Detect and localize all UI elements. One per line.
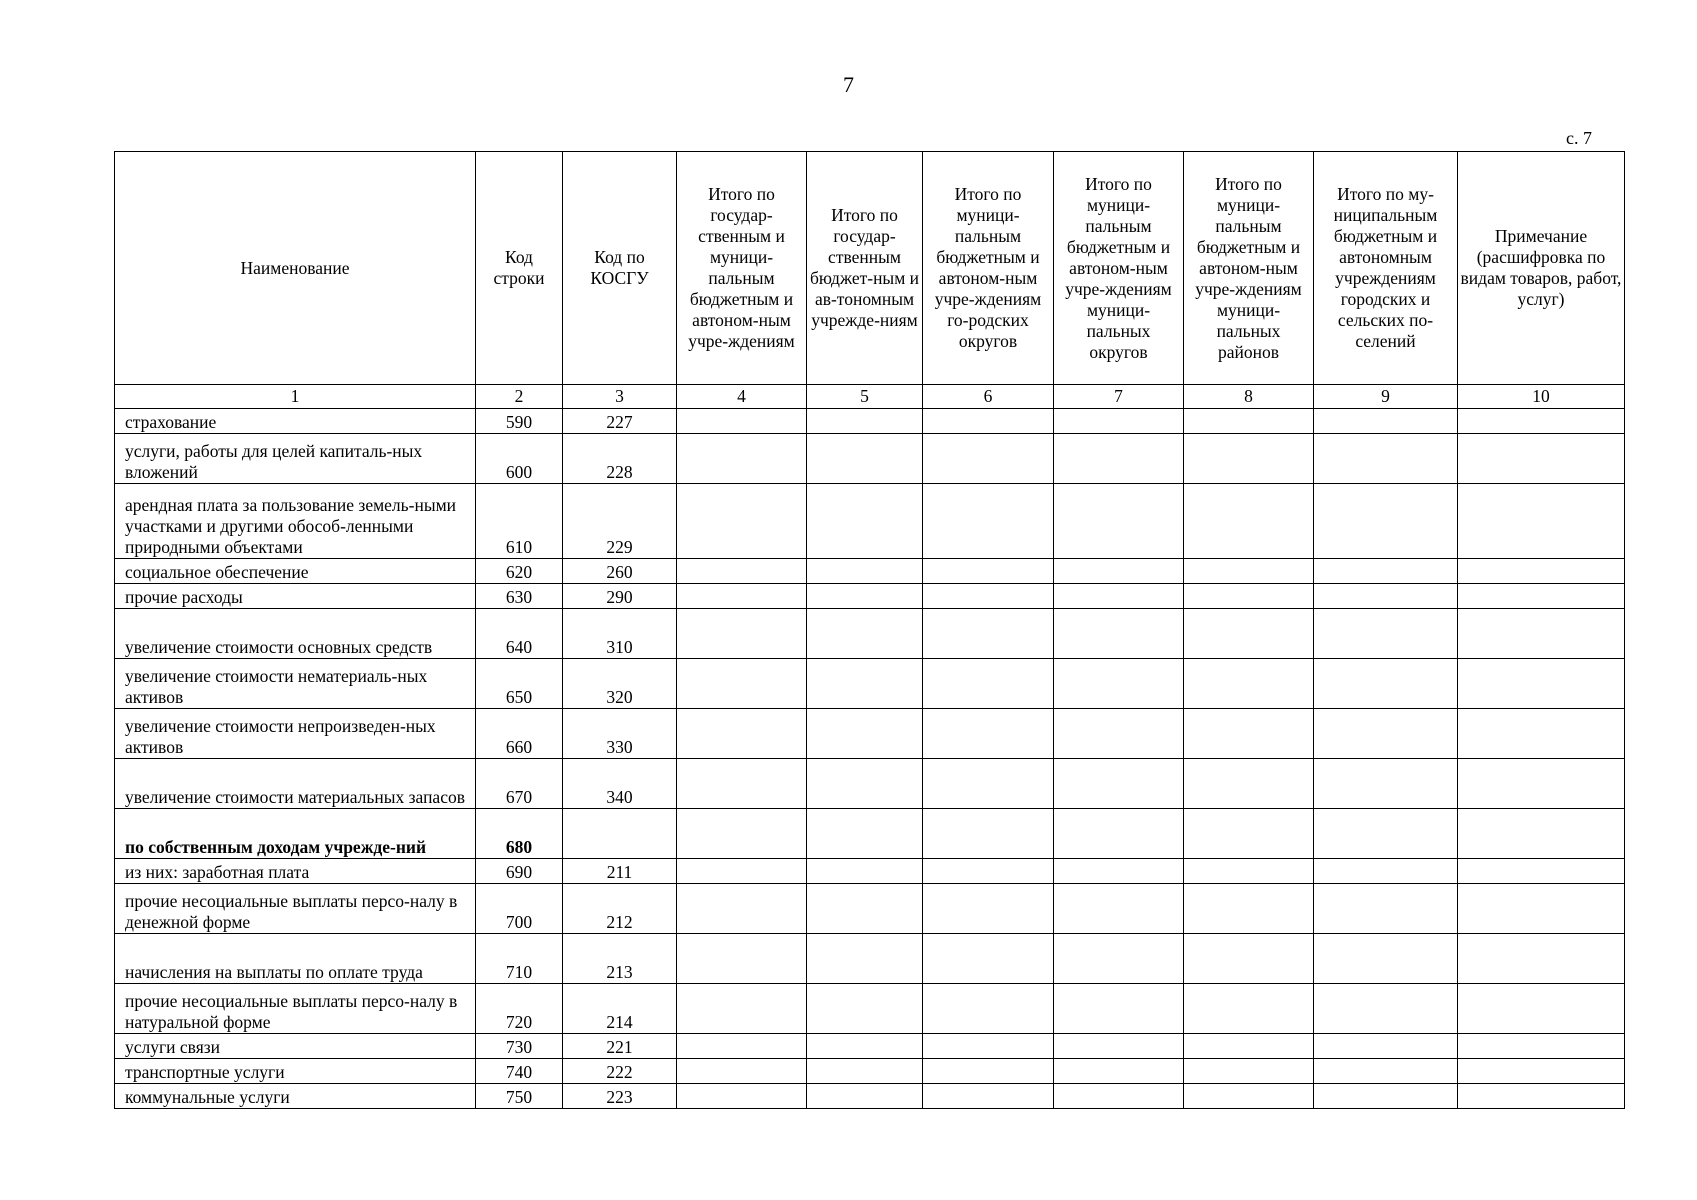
empty-value-cell bbox=[923, 759, 1054, 809]
table-row bbox=[115, 584, 1625, 609]
empty-value-cell bbox=[1184, 409, 1314, 434]
row-code: 610 bbox=[476, 484, 563, 559]
row-name: по собственным доходам учрежде-ний bbox=[115, 809, 476, 859]
table-row bbox=[115, 484, 1625, 559]
empty-value-cell bbox=[923, 434, 1054, 484]
row-code: 740 bbox=[476, 1059, 563, 1084]
empty-value-cell bbox=[1458, 484, 1625, 559]
row-kosgu-code: 223 bbox=[563, 1084, 677, 1109]
empty-value-cell bbox=[923, 409, 1054, 434]
row-kosgu-code: 330 bbox=[563, 709, 677, 759]
table-row bbox=[115, 1084, 1625, 1109]
empty-value-cell bbox=[1458, 409, 1625, 434]
row-code: 620 bbox=[476, 559, 563, 584]
empty-value-cell bbox=[677, 809, 807, 859]
table-row bbox=[115, 884, 1625, 934]
row-code: 710 bbox=[476, 934, 563, 984]
empty-value-cell bbox=[1314, 584, 1458, 609]
sheet-reference: с. 7 bbox=[1566, 128, 1592, 148]
row-kosgu-code: 229 bbox=[563, 484, 677, 559]
column-header-name: Наименование bbox=[115, 152, 476, 385]
row-code: 700 bbox=[476, 884, 563, 934]
empty-value-cell bbox=[1458, 884, 1625, 934]
row-name: из них: заработная плата bbox=[115, 859, 476, 884]
row-kosgu-code: 260 bbox=[563, 559, 677, 584]
row-kosgu-code: 320 bbox=[563, 659, 677, 709]
table-row bbox=[115, 759, 1625, 809]
empty-value-cell bbox=[1314, 434, 1458, 484]
empty-value-cell bbox=[1184, 659, 1314, 709]
empty-value-cell bbox=[807, 409, 923, 434]
empty-value-cell bbox=[677, 409, 807, 434]
empty-value-cell bbox=[1314, 1059, 1458, 1084]
empty-value-cell bbox=[923, 709, 1054, 759]
row-name: социальное обеспечение bbox=[115, 559, 476, 584]
empty-value-cell bbox=[807, 809, 923, 859]
empty-value-cell bbox=[677, 434, 807, 484]
table-row bbox=[115, 809, 1625, 859]
empty-value-cell bbox=[1054, 559, 1184, 584]
table-row bbox=[115, 1034, 1625, 1059]
report-table-body bbox=[115, 409, 1625, 1109]
empty-value-cell bbox=[923, 659, 1054, 709]
empty-value-cell bbox=[1314, 1034, 1458, 1059]
empty-value-cell bbox=[1314, 709, 1458, 759]
empty-value-cell bbox=[807, 709, 923, 759]
empty-value-cell bbox=[1458, 659, 1625, 709]
empty-value-cell bbox=[677, 1059, 807, 1084]
row-name: увеличение стоимости нематериаль-ных активов bbox=[115, 659, 476, 709]
row-code: 720 bbox=[476, 984, 563, 1034]
empty-value-cell bbox=[1314, 1084, 1458, 1109]
empty-value-cell bbox=[677, 659, 807, 709]
empty-value-cell bbox=[1054, 934, 1184, 984]
empty-value-cell bbox=[677, 559, 807, 584]
column-number: 4 bbox=[677, 385, 807, 409]
empty-value-cell bbox=[677, 484, 807, 559]
row-code: 640 bbox=[476, 609, 563, 659]
empty-value-cell bbox=[677, 934, 807, 984]
row-name: увеличение стоимости материальных запасов bbox=[115, 759, 476, 809]
empty-value-cell bbox=[677, 884, 807, 934]
column-number: 1 bbox=[115, 385, 476, 409]
header-row bbox=[115, 152, 1625, 385]
empty-value-cell bbox=[923, 559, 1054, 584]
column-number-row bbox=[115, 385, 1625, 409]
empty-value-cell bbox=[807, 1084, 923, 1109]
column-header-total-municipal-districts: Итого по муници-пальным бюджетным и автоном-ным учре-ждениям муници-пальных округов bbox=[1054, 152, 1184, 385]
empty-value-cell bbox=[1054, 759, 1184, 809]
empty-value-cell bbox=[1458, 859, 1625, 884]
column-number: 6 bbox=[923, 385, 1054, 409]
empty-value-cell bbox=[677, 759, 807, 809]
empty-value-cell bbox=[1184, 709, 1314, 759]
row-name: прочие несоциальные выплаты персо-налу в денежной форме bbox=[115, 884, 476, 934]
empty-value-cell bbox=[1054, 859, 1184, 884]
empty-value-cell bbox=[923, 484, 1054, 559]
table-row bbox=[115, 609, 1625, 659]
empty-value-cell bbox=[1458, 709, 1625, 759]
row-name: увеличение стоимости основных средств bbox=[115, 609, 476, 659]
empty-value-cell bbox=[1054, 609, 1184, 659]
empty-value-cell bbox=[1054, 884, 1184, 934]
report-table bbox=[114, 151, 1625, 1109]
column-number: 8 bbox=[1184, 385, 1314, 409]
column-header-note: Примечание (расшифровка по видам товаров, работ, услуг) bbox=[1458, 152, 1625, 385]
empty-value-cell bbox=[1314, 484, 1458, 559]
empty-value-cell bbox=[1184, 984, 1314, 1034]
column-number: 2 bbox=[476, 385, 563, 409]
column-number: 7 bbox=[1054, 385, 1184, 409]
empty-value-cell bbox=[923, 934, 1054, 984]
row-name: увеличение стоимости непроизведен-ных активов bbox=[115, 709, 476, 759]
empty-value-cell bbox=[1314, 609, 1458, 659]
row-kosgu-code: 228 bbox=[563, 434, 677, 484]
column-header-row-code: Код строки bbox=[476, 152, 563, 385]
empty-value-cell bbox=[1458, 434, 1625, 484]
table-row bbox=[115, 409, 1625, 434]
empty-value-cell bbox=[1314, 809, 1458, 859]
row-name: прочие несоциальные выплаты персо-налу в натуральной форме bbox=[115, 984, 476, 1034]
empty-value-cell bbox=[807, 984, 923, 1034]
table-row bbox=[115, 934, 1625, 984]
empty-value-cell bbox=[1054, 1059, 1184, 1084]
row-code: 590 bbox=[476, 409, 563, 434]
empty-value-cell bbox=[1054, 659, 1184, 709]
empty-value-cell bbox=[1184, 934, 1314, 984]
empty-value-cell bbox=[807, 584, 923, 609]
column-number: 10 bbox=[1458, 385, 1625, 409]
empty-value-cell bbox=[1314, 984, 1458, 1034]
empty-value-cell bbox=[1054, 409, 1184, 434]
row-code: 680 bbox=[476, 809, 563, 859]
row-name: арендная плата за пользование земель-ными участками и другими обособ-ленными природными объектами bbox=[115, 484, 476, 559]
empty-value-cell bbox=[807, 1059, 923, 1084]
table-row bbox=[115, 1059, 1625, 1084]
row-code: 750 bbox=[476, 1084, 563, 1109]
empty-value-cell bbox=[923, 1059, 1054, 1084]
empty-value-cell bbox=[1054, 809, 1184, 859]
row-name: услуги, работы для целей капиталь-ных вложений bbox=[115, 434, 476, 484]
empty-value-cell bbox=[1458, 759, 1625, 809]
empty-value-cell bbox=[1458, 1059, 1625, 1084]
empty-value-cell bbox=[1054, 484, 1184, 559]
row-kosgu-code: 340 bbox=[563, 759, 677, 809]
empty-value-cell bbox=[923, 884, 1054, 934]
row-name: транспортные услуги bbox=[115, 1059, 476, 1084]
column-header-total-state-municipal: Итого по государ-ственным и муници-пальным бюджетным и автоном-ным учре-ждениям bbox=[677, 152, 807, 385]
column-header-total-municipal-regions: Итого по муници-пальным бюджетным и автоном-ным учре-ждениям муници-пальных районов bbox=[1184, 152, 1314, 385]
empty-value-cell bbox=[677, 709, 807, 759]
empty-value-cell bbox=[1314, 759, 1458, 809]
empty-value-cell bbox=[807, 1034, 923, 1059]
row-code: 660 bbox=[476, 709, 563, 759]
empty-value-cell bbox=[1184, 609, 1314, 659]
empty-value-cell bbox=[807, 609, 923, 659]
empty-value-cell bbox=[677, 584, 807, 609]
empty-value-cell bbox=[1314, 409, 1458, 434]
empty-value-cell bbox=[1054, 709, 1184, 759]
row-kosgu-code: 221 bbox=[563, 1034, 677, 1059]
row-code: 670 bbox=[476, 759, 563, 809]
empty-value-cell bbox=[1458, 584, 1625, 609]
empty-value-cell bbox=[807, 559, 923, 584]
row-kosgu-code: 213 bbox=[563, 934, 677, 984]
empty-value-cell bbox=[923, 1034, 1054, 1059]
empty-value-cell bbox=[677, 609, 807, 659]
empty-value-cell bbox=[1054, 584, 1184, 609]
empty-value-cell bbox=[1314, 934, 1458, 984]
column-number: 5 bbox=[807, 385, 923, 409]
empty-value-cell bbox=[807, 884, 923, 934]
empty-value-cell bbox=[1184, 859, 1314, 884]
empty-value-cell bbox=[1314, 659, 1458, 709]
column-number: 9 bbox=[1314, 385, 1458, 409]
empty-value-cell bbox=[677, 984, 807, 1034]
table-row bbox=[115, 859, 1625, 884]
row-kosgu-code bbox=[563, 809, 677, 859]
empty-value-cell bbox=[1458, 609, 1625, 659]
row-kosgu-code: 227 bbox=[563, 409, 677, 434]
empty-value-cell bbox=[1458, 809, 1625, 859]
row-code: 690 bbox=[476, 859, 563, 884]
empty-value-cell bbox=[807, 859, 923, 884]
row-name: услуги связи bbox=[115, 1034, 476, 1059]
page-number: 7 bbox=[843, 72, 854, 97]
row-name: прочие расходы bbox=[115, 584, 476, 609]
empty-value-cell bbox=[923, 584, 1054, 609]
row-kosgu-code: 214 bbox=[563, 984, 677, 1034]
empty-value-cell bbox=[1314, 559, 1458, 584]
empty-value-cell bbox=[923, 609, 1054, 659]
empty-value-cell bbox=[1314, 884, 1458, 934]
column-header-total-city-districts: Итого по муници-пальным бюджетным и автоном-ным учре-ждениям го-родских округов bbox=[923, 152, 1054, 385]
empty-value-cell bbox=[807, 934, 923, 984]
empty-value-cell bbox=[1458, 559, 1625, 584]
table-row bbox=[115, 709, 1625, 759]
empty-value-cell bbox=[1054, 1034, 1184, 1059]
empty-value-cell bbox=[1184, 434, 1314, 484]
row-kosgu-code: 290 bbox=[563, 584, 677, 609]
empty-value-cell bbox=[1184, 759, 1314, 809]
row-code: 630 bbox=[476, 584, 563, 609]
row-kosgu-code: 211 bbox=[563, 859, 677, 884]
empty-value-cell bbox=[1458, 1084, 1625, 1109]
empty-value-cell bbox=[677, 1034, 807, 1059]
empty-value-cell bbox=[1054, 984, 1184, 1034]
column-number: 3 bbox=[563, 385, 677, 409]
column-header-kosgu-code: Код по КОСГУ bbox=[563, 152, 677, 385]
table-row bbox=[115, 559, 1625, 584]
empty-value-cell bbox=[923, 859, 1054, 884]
empty-value-cell bbox=[1184, 1034, 1314, 1059]
empty-value-cell bbox=[1314, 859, 1458, 884]
empty-value-cell bbox=[923, 1084, 1054, 1109]
empty-value-cell bbox=[1184, 1059, 1314, 1084]
empty-value-cell bbox=[677, 1084, 807, 1109]
column-header-total-settlements: Итого по му-ниципальным бюджетным и автономным учреждениям городских и сельских по-селений bbox=[1314, 152, 1458, 385]
empty-value-cell bbox=[1184, 809, 1314, 859]
row-kosgu-code: 222 bbox=[563, 1059, 677, 1084]
column-header-total-state: Итого по государ-ственным бюджет-ным и ав-тономным учрежде-ниям bbox=[807, 152, 923, 385]
empty-value-cell bbox=[1184, 884, 1314, 934]
empty-value-cell bbox=[807, 759, 923, 809]
row-kosgu-code: 212 bbox=[563, 884, 677, 934]
empty-value-cell bbox=[923, 809, 1054, 859]
table-row bbox=[115, 659, 1625, 709]
empty-value-cell bbox=[1184, 559, 1314, 584]
row-code: 650 bbox=[476, 659, 563, 709]
empty-value-cell bbox=[923, 984, 1054, 1034]
empty-value-cell bbox=[1458, 984, 1625, 1034]
empty-value-cell bbox=[677, 859, 807, 884]
empty-value-cell bbox=[807, 484, 923, 559]
empty-value-cell bbox=[807, 434, 923, 484]
empty-value-cell bbox=[807, 659, 923, 709]
row-kosgu-code: 310 bbox=[563, 609, 677, 659]
table-row bbox=[115, 434, 1625, 484]
empty-value-cell bbox=[1054, 434, 1184, 484]
row-name: страхование bbox=[115, 409, 476, 434]
row-name: коммунальные услуги bbox=[115, 1084, 476, 1109]
table-row bbox=[115, 984, 1625, 1034]
empty-value-cell bbox=[1184, 584, 1314, 609]
empty-value-cell bbox=[1184, 1084, 1314, 1109]
empty-value-cell bbox=[1458, 1034, 1625, 1059]
empty-value-cell bbox=[1054, 1084, 1184, 1109]
empty-value-cell bbox=[1184, 484, 1314, 559]
row-name: начисления на выплаты по оплате труда bbox=[115, 934, 476, 984]
row-code: 600 bbox=[476, 434, 563, 484]
row-code: 730 bbox=[476, 1034, 563, 1059]
empty-value-cell bbox=[1458, 934, 1625, 984]
